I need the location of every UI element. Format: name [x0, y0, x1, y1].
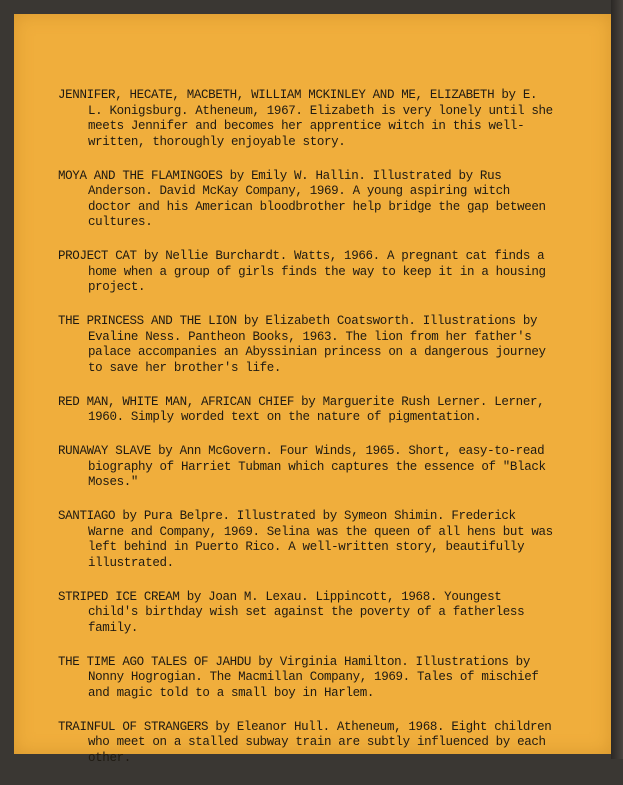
book-entry-trainful: TRAINFUL OF STRANGERS by Eleanor Hull. Atheneum, 1968. Eight children who meet on a stalled subway train are subtly influenced by each other. — [58, 719, 552, 765]
book-entry-jennifer: JENNIFER, HECATE, MACBETH, WILLIAM MCKINLEY AND ME, ELIZABETH by E. L. Konigsburg. Atheneum, 1967. Elizabeth is very lonely until she meets Jennifer and becomes her apprentice witch in this well-written, thoroughly enjoyable story. — [58, 88, 553, 149]
book-entry-princess-lion: THE PRINCESS AND THE LION by Elizabeth Coatsworth. Illustrations by Evaline Ness. Pantheon Books, 1963. The lion from her father's palace accompanies an Abyssinian princess on a dangerous journey to save her brother's life. — [58, 314, 546, 375]
book-entry-red-man: RED MAN, WHITE MAN, AFRICAN CHIEF by Marguerite Rush Lerner. Lerner, 1960. Simply worded text on the nature of pigmentation. — [58, 394, 545, 424]
book-entry-santiago: SANTIAGO by Pura Belpre. Illustrated by Symeon Shimin. Frederick Warne and Company, 1969. Selina was the queen of all hens but was left behind in Puerto Rico. A well-written story, beautifully illustrated. — [58, 509, 553, 570]
book-entry-moya: MOYA AND THE FLAMINGOES by Emily W. Hallin. Illustrated by Rus Anderson. David McKay Company, 1969. A young aspiring witch doctor and his American bloodbrother help bridge the gap between cultures. — [58, 168, 546, 229]
book-entry-runaway-slave: RUNAWAY SLAVE by Ann McGovern. Four Winds, 1965. Short, easy-to-read biography of Harriet Tubman which captures the essence of "Black Moses." — [58, 444, 546, 489]
book-list — [58, 88, 553, 785]
book-entry-project-cat: PROJECT CAT by Nellie Burchardt. Watts, 1966. A pregnant cat finds a home when a group of girls finds the way to keep it in a housing project. — [58, 249, 546, 294]
book-entry-striped-ice-cream: STRIPED ICE CREAM by Joan M. Lexau. Lippincott, 1968. Youngest child's birthday wish set against the poverty of a fatherless family. — [58, 589, 525, 635]
book-entry-time-ago-tales: THE TIME AGO TALES OF JAHDU by Virginia Hamilton. Illustrations by Nonny Hogrogian. The Macmillan Company, 1969. Tales of mischief and magic told to a small boy in Harlem. — [58, 654, 539, 700]
page-edge-shadow — [611, 0, 623, 759]
